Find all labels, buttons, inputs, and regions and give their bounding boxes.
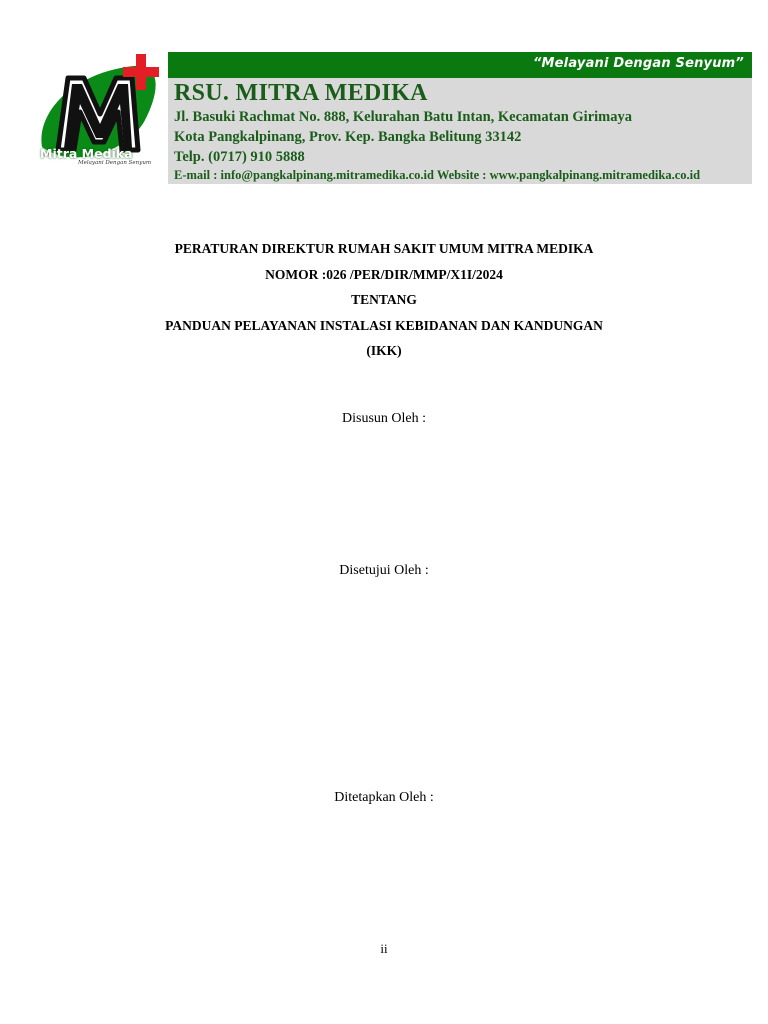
hospital-logo	[34, 52, 166, 170]
tagline: “Melayani Dengan Senyum”	[532, 56, 744, 71]
hospital-info-box	[168, 78, 752, 184]
established-by-label: Ditetapkan Oleh :	[334, 790, 434, 805]
document-title-block	[0, 236, 768, 364]
logo-brand-text: Mitra Medika	[40, 146, 133, 161]
title-number: NOMOR :026 /PER/DIR/MMP/X1I/2024	[265, 266, 503, 282]
address-line-2: Kota Pangkalpinang, Prov. Kep. Bangka Belitung 33142	[174, 129, 522, 145]
tagline-bar	[168, 52, 752, 78]
title-subject: PANDUAN PELAYANAN INSTALASI KEBIDANAN DAN KANDUNGAN	[165, 317, 603, 333]
phone-number: Telp. (0717) 910 5888	[174, 149, 305, 165]
prepared-by-label: Disusun Oleh :	[342, 411, 426, 426]
title-about: TENTANG	[351, 292, 417, 307]
title-regulation: PERATURAN DIREKTUR RUMAH SAKIT UMUM MITRA MEDIKA	[174, 241, 594, 256]
title-abbreviation: (IKK)	[366, 343, 402, 358]
page-number: ii	[380, 941, 388, 956]
approved-by-label: Disetujui Oleh :	[339, 563, 429, 578]
address-line-1: Jl. Basuki Rachmat No. 888, Kelurahan Batu Intan, Kecamatan Girimaya	[174, 109, 632, 125]
hospital-name: RSU. MITRA MEDIKA	[174, 80, 428, 106]
logo-slogan-text: Melayani Dengan Senyum	[78, 160, 152, 166]
email-website: E-mail : info@pangkalpinang.mitramedika.co.id Website : www.pangkalpinang.mitramedika.co.id	[174, 168, 701, 182]
